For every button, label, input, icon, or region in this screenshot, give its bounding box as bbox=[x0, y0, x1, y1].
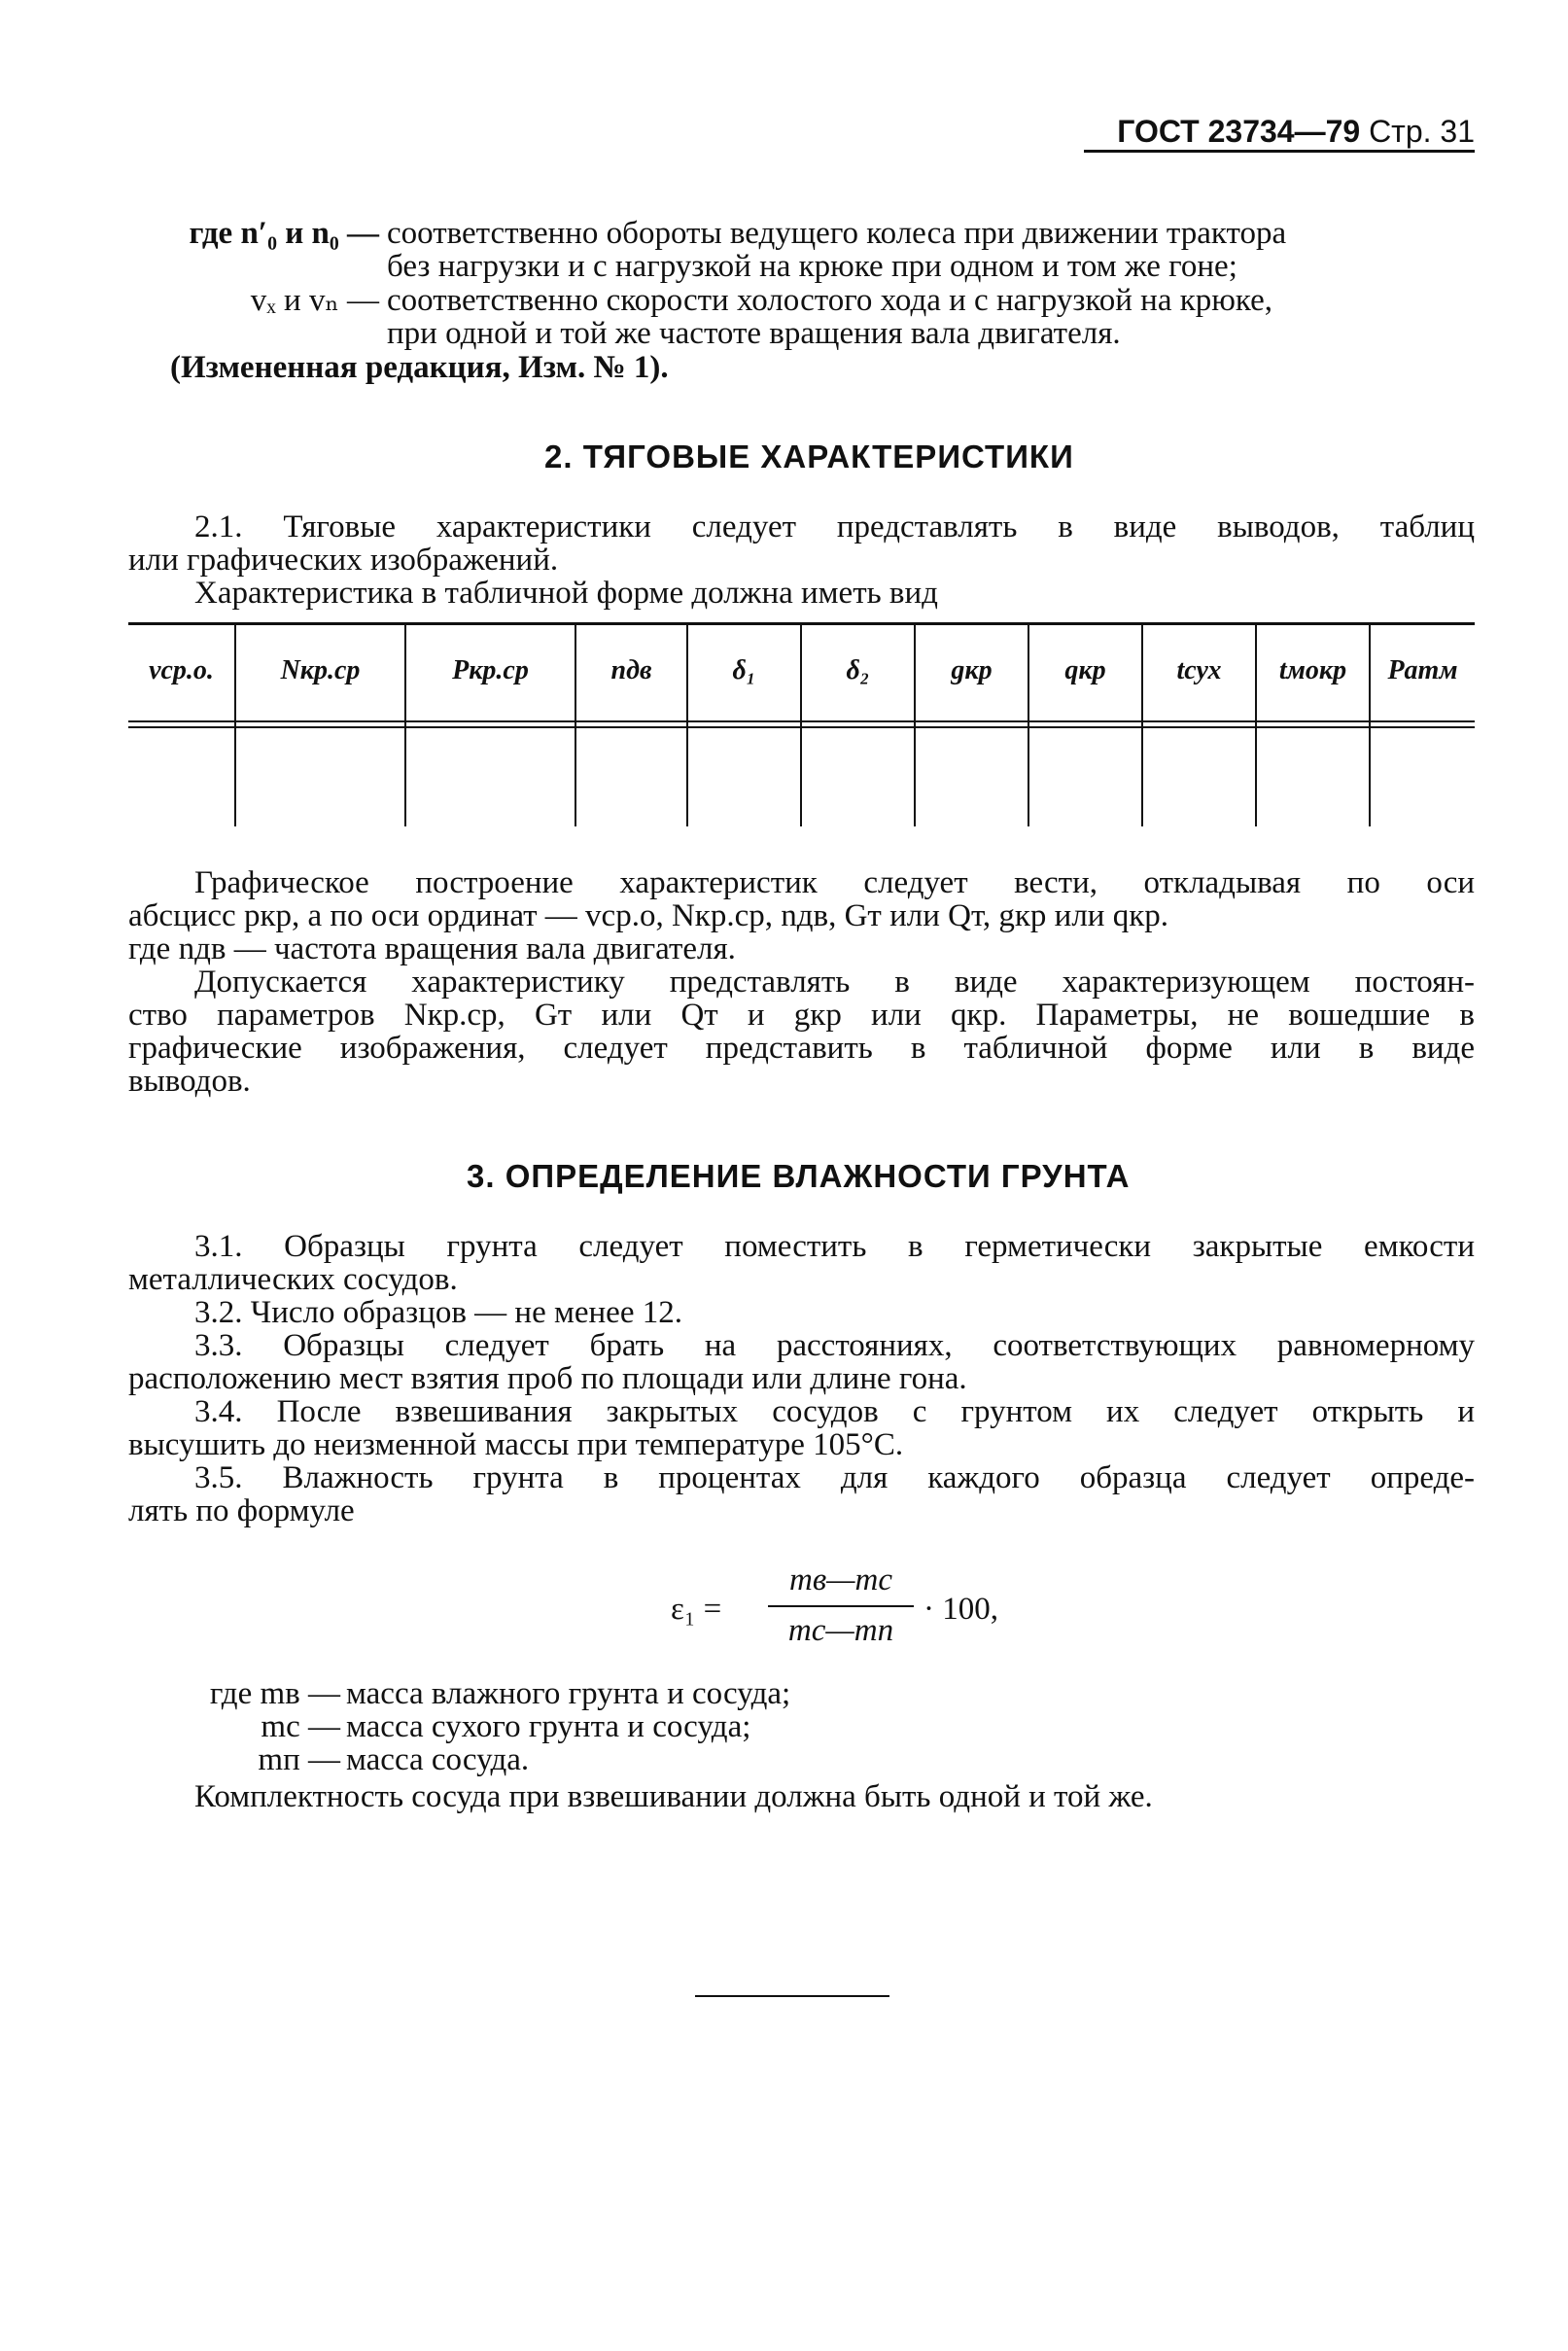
amendment-note: (Измененная редакция, Изм. № 1). bbox=[170, 350, 669, 385]
table-cell bbox=[687, 719, 801, 826]
def-label: где n′₀ и n₀ — bbox=[189, 216, 379, 251]
table-cell bbox=[575, 719, 687, 826]
def-label: mс — bbox=[261, 1709, 340, 1744]
table-cell bbox=[405, 719, 575, 826]
table-header-cell: δ₁ bbox=[687, 622, 801, 719]
table-header-cell: Pатм bbox=[1370, 622, 1475, 719]
table-header-cell: tсух bbox=[1142, 622, 1256, 719]
table-cell bbox=[915, 719, 1028, 826]
paragraph-table-intro: Характеристика в табличной форме должна иметь вид bbox=[194, 576, 938, 611]
def-text: масса сосуда. bbox=[346, 1742, 530, 1777]
def-text: при одной и той же частоте вращения вала двигателя. bbox=[387, 316, 1121, 351]
formula-denominator: mс—mп bbox=[787, 1613, 894, 1648]
def-text: масса влажного грунта и сосуда; bbox=[346, 1676, 791, 1711]
paragraph-3-3: расположению мест взятия проб по площади или длине гона. bbox=[128, 1361, 967, 1396]
table-header-cell: gкр bbox=[915, 622, 1028, 719]
characteristics-table bbox=[128, 622, 1475, 826]
paragraph-3-3: 3.3. Образцы следует брать на расстояниях, соответствующих равномерному bbox=[194, 1328, 1475, 1363]
paragraph-completeness: Комплектность сосуда при взвешивании должна быть одной и той же. bbox=[194, 1779, 1153, 1814]
paragraph-where: где nдв — частота вращения вала двигателя. bbox=[128, 931, 736, 966]
paragraph-allowed: ство параметров Nкр.ср, Gт или Qт и gкр или qкр. Параметры, не вошедшие в bbox=[128, 998, 1475, 1033]
table-header-cell: nдв bbox=[575, 622, 687, 719]
def-text: соответственно обороты ведущего колеса при движении трактора bbox=[387, 216, 1287, 251]
moisture-formula bbox=[671, 1561, 1060, 1658]
section-2-title: 2. ТЯГОВЫЕ ХАРАКТЕРИСТИКИ bbox=[544, 439, 1074, 474]
table-cell bbox=[1142, 719, 1256, 826]
paragraph-3-1: металлических сосудов. bbox=[128, 1262, 458, 1297]
table-cell bbox=[1370, 719, 1475, 826]
table-cell bbox=[801, 719, 915, 826]
table-header-rule bbox=[128, 726, 1475, 728]
paragraph-allowed: выводов. bbox=[128, 1064, 251, 1099]
paragraph-3-5: лять по формуле bbox=[128, 1493, 355, 1528]
paragraph-allowed: Допускается характеристику представлять в виде характеризующем постоян- bbox=[194, 965, 1475, 1000]
def-text: соответственно скорости холостого хода и с нагрузкой на крюке, bbox=[387, 283, 1273, 318]
table-header-cell: Pкр.ср bbox=[405, 622, 575, 719]
table-header-cell: tмокр bbox=[1256, 622, 1370, 719]
header-rule bbox=[1084, 150, 1475, 153]
paragraph-3-4: 3.4. После взвешивания закрытых сосудов с грунтом их следует открыть и bbox=[194, 1394, 1475, 1429]
def-label: vₓ и vₙ — bbox=[250, 283, 379, 318]
table-header-cell: qкр bbox=[1028, 622, 1142, 719]
paragraph-2-1: или графических изображений. bbox=[128, 543, 559, 578]
table-cell bbox=[235, 719, 405, 826]
table-cell bbox=[128, 719, 235, 826]
section-3-title: 3. ОПРЕДЕЛЕНИЕ ВЛАЖНОСТИ ГРУНТА bbox=[467, 1158, 1131, 1194]
table-header-cell: δ₂ bbox=[801, 622, 915, 719]
table-header-rule bbox=[128, 720, 1475, 722]
paragraph-allowed: графические изображения, следует представить в табличной форме или в виде bbox=[128, 1031, 1475, 1066]
paragraph-3-2: 3.2. Число образцов — не менее 12. bbox=[194, 1295, 682, 1330]
gost-number: ГОСТ 23734—79 bbox=[1117, 114, 1361, 149]
def-label: mп — bbox=[258, 1742, 340, 1777]
end-rule bbox=[695, 1995, 889, 1997]
paragraph-graph: Графическое построение характеристик следует вести, откладывая по оси bbox=[194, 865, 1475, 900]
paragraph-2-1: 2.1. Тяговые характеристики следует представлять в виде выводов, таблиц bbox=[194, 509, 1475, 544]
paragraph-3-1: 3.1. Образцы грунта следует поместить в герметически закрытые емкости bbox=[194, 1229, 1475, 1264]
paragraph-3-5: 3.5. Влажность грунта в процентах для каждого образца следует опреде- bbox=[194, 1460, 1475, 1495]
formula-lhs: ε₁ = bbox=[671, 1592, 722, 1627]
page-number: Стр. 31 bbox=[1369, 114, 1475, 149]
paragraph-3-4: высушить до неизменной массы при температуре 105°C. bbox=[128, 1427, 904, 1462]
def-text: без нагрузки и с нагрузкой на крюке при одном и том же гоне; bbox=[387, 249, 1237, 284]
page-header bbox=[1084, 112, 1475, 151]
formula-tail: · 100, bbox=[923, 1592, 998, 1627]
formula-numerator: mв—mс bbox=[789, 1562, 892, 1597]
table-cell bbox=[1028, 719, 1142, 826]
table-header-cell: vср.о. bbox=[149, 655, 214, 685]
def-label: где mв — bbox=[209, 1676, 340, 1711]
formula-fraction-bar bbox=[768, 1605, 914, 1607]
table-cell bbox=[1256, 719, 1370, 826]
paragraph-graph: абсцисс pкр, а по оси ординат — vср.о, Nкр.ср, nдв, Gт или Qт, gкр или qкр. bbox=[128, 898, 1169, 933]
table-header-cell: Nкр.ср bbox=[235, 622, 405, 719]
def-text: масса сухого грунта и сосуда; bbox=[346, 1709, 751, 1744]
